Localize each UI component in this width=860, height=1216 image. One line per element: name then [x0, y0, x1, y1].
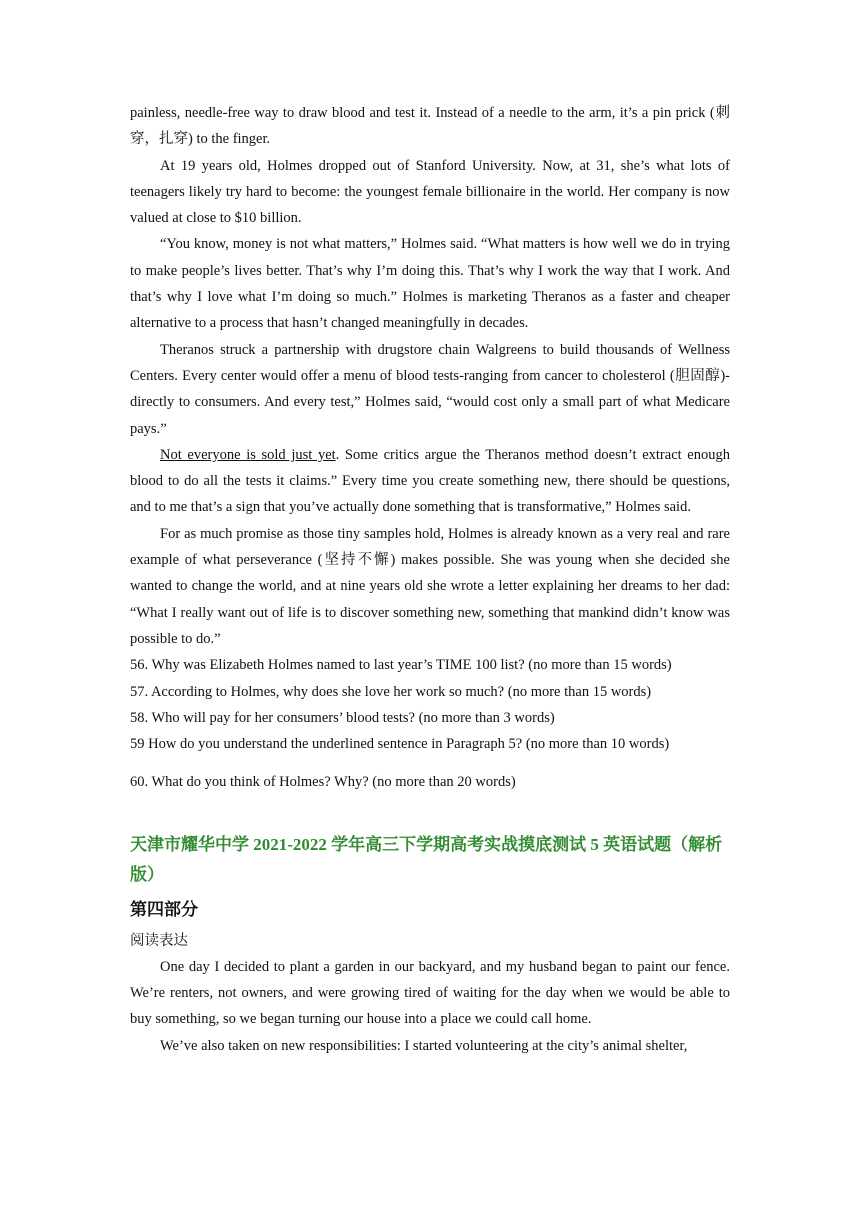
passage2-paragraph-1: One day I decided to plant a garden in our backyard, and my husband began to paint our fence. We’re renters, not owners, and were growing tired of waiting for the day when we would be able to buy something, so we began turning our house into a place we could call home. — [130, 958, 730, 1028]
question-59: 59 How do you understand the underlined sentence in Paragraph 5? (no more than 10 words) — [130, 736, 670, 753]
question-56: 56. Why was Elizabeth Holmes named to last year’s TIME 100 list? (no more than 15 words) — [130, 657, 672, 674]
paragraph-3: Theranos struck a partnership with drugstore chain Walgreens to build thousands of Wellness Centers. Every center would offer a menu of blood tests-ranging from cancer to cholesterol (胆固醇)- directly to consumers. And every test,” Holmes said, “would cost only a small part of what Medicare pays.” — [130, 341, 730, 437]
underlined-sentence: Not everyone is sold just yet — [160, 446, 336, 463]
paragraph-1: At 19 years old, Holmes dropped out of Stanford University. Now, at 31, she’s what lots of teenagers likely try hard to become: the youngest female billionaire in the world. Her company is now valued at close to $10 billion. — [130, 157, 730, 227]
subsection-heading: 阅读表达 — [130, 932, 188, 949]
question-57: 57. According to Holmes, why does she love her work so much? (no more than 15 words) — [130, 683, 652, 700]
paragraph-continuation: painless, needle-free way to draw blood and test it. Instead of a needle to the arm, it’s a pin prick (刺穿，扎穿) to the finger. — [130, 105, 730, 148]
question-58: 58. Who will pay for her consumers’ blood tests? (no more than 3 words) — [130, 709, 555, 726]
exam-title: 天津市耀华中学 2021-2022 学年高三下学期高考实战摸底测试 5 英语试题（解析版） — [130, 834, 723, 884]
paragraph-2: “You know, money is not what matters,” Holmes said. “What matters is how well we do in trying to make people’s lives better. That’s why I’m doing this. That’s why I work the way that I work. And that’s why I love what I’m doing so much.” Holmes is marketing Theranos as a faster and cheaper alternative to a process that hasn’t changed meaningfully in decades. — [130, 236, 730, 332]
paragraph-4-rest: . Some critics argue the Theranos method doesn’t extract enough blood to do all the tests it claims.” Every time you create something new, there should be questions, and to me that’s a sign that you’ve actually done something that is transformative,” Holmes said. — [130, 446, 730, 516]
passage2-paragraph-2: We’ve also taken on new responsibilities: I started volunteering at the city’s animal shelter, — [160, 1037, 688, 1054]
document-content — [130, 100, 730, 1059]
paragraph-4 — [130, 442, 730, 521]
paragraph-5: For as much promise as those tiny samples hold, Holmes is already known as a very real and rare example of what perseverance (坚持不懈) makes possible. She was young when she decided she wanted to change the world, and at nine years old she wrote a letter explaining her dreams to her dad: “What I really want out of life is to discover something new, something that mankind didn’t know was possible to do.” — [130, 525, 730, 647]
question-60: 60. What do you think of Holmes? Why? (no more than 20 words) — [130, 774, 516, 791]
section-heading: 第四部分 — [130, 899, 198, 919]
